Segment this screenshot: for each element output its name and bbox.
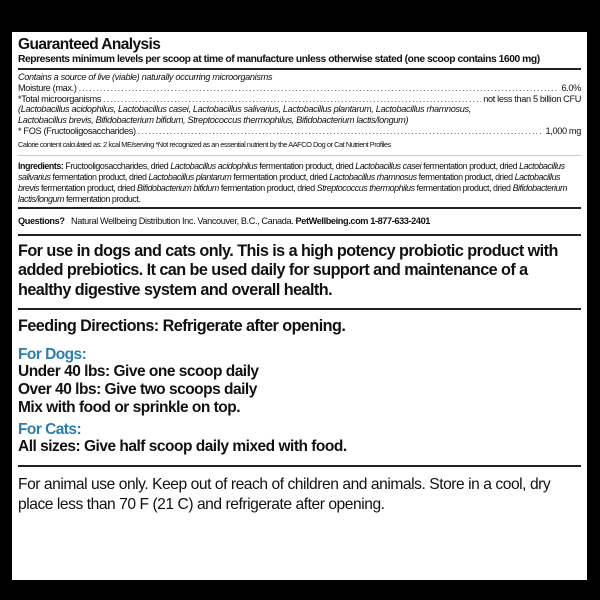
analysis-value: not less than 5 billion CFU (483, 93, 581, 104)
ingredient-text: fermentation product, dried (50, 171, 149, 182)
ingredient-species-name: Lactobacillus rhamnosus (329, 171, 417, 182)
dogs-heading: For Dogs: (18, 346, 87, 364)
product-description: For use in dogs and cats only. This is a high potency probiotic product with added prebiotics. It can be used daily for support and maintenance of a healthy digestive system and overall health. (18, 241, 558, 299)
ingredient-text: fermentation product. (63, 193, 141, 204)
ingredient-text: fermentation product, dried (421, 160, 520, 171)
dot-leader (138, 126, 544, 137)
ingredient-species-name: Lactobacillus acidophilus (170, 160, 258, 171)
ingredient-text: fermentation product, dried (218, 182, 317, 193)
analysis-label: *Total microorganisms (18, 93, 102, 104)
company-info: Natural Wellbeing Distribution Inc. Vancouver, B.C., Canada. (71, 215, 294, 226)
ingredient-text: fermentation product, dried (231, 171, 330, 182)
organism-list-line-1: (Lactobacillus acidophilus, Lactobacillus casei, Lactobacillus salivarius, Lactobacillus plantarum, Lactobacillus rhamnosus, (18, 104, 471, 115)
microorganism-intro: Contains a source of live (viable) naturally occurring microorganisms (18, 72, 273, 82)
product-label-panel (12, 32, 587, 580)
analysis-row-fos (18, 126, 581, 137)
ingredient-species-name: Lactobacillus plantarum (148, 171, 232, 182)
feeding-cats-section (18, 421, 581, 456)
dot-leader (79, 83, 560, 94)
ingredient-species-name: Lactobacillus brevis (18, 171, 561, 193)
analysis-row-total-microorganisms (18, 94, 581, 105)
organism-list-line-2: Lactobacillus brevis, Bifidobacterium bifidum, Streptococcus thermophilus, Bifidobacterium lactis/longum) (18, 115, 409, 126)
ingredients-text (18, 161, 567, 204)
analysis-label: * FOS (Fructooligosaccharides) (18, 125, 136, 136)
dogs-instruction: Over 40 lbs: Give two scoops daily (18, 381, 257, 399)
ingredient-species-name: Lactobacillus casei (355, 160, 422, 171)
guaranteed-analysis-subtitle: Represents minimum levels per scoop at time of manufacture unless otherwise stated (one scoop contains 1600 mg) (18, 54, 540, 65)
ingredient-text: fermentation product, dried (416, 171, 515, 182)
dogs-instruction: Under 40 lbs: Give one scoop daily (18, 363, 259, 381)
analysis-value: 1,000 mg (545, 125, 581, 136)
ingredient-species-name: Streptococcus thermophilus (316, 182, 415, 193)
ingredient-species-name: Bifidobacterium bifidum (136, 182, 219, 193)
phone-number: 1-877-633-2401 (370, 215, 431, 226)
questions-label: Questions? (18, 215, 65, 226)
ingredients-label: Ingredients: (18, 160, 64, 171)
analysis-label: Moisture (max.) (18, 82, 77, 93)
guaranteed-analysis-title: Guaranteed Analysis (18, 36, 161, 53)
ingredient-species-name: Bifidobacterium lactis/longum (18, 182, 567, 204)
storage-warning: For animal use only. Keep out of reach of children and animals. Store in a cool, dry place less than 70 F (21 C) and refrigerate after opening. (18, 476, 551, 514)
feeding-directions-title: Feeding Directions: Refrigerate after opening. (18, 317, 346, 336)
website-link[interactable]: PetWellbeing.com (295, 215, 369, 226)
calorie-note: Calorie content calculated as: 2 kcal ME/serving *Not recognized as an essential nutrient by the AAFCO Dog or Cat Nutrient Profiles (18, 139, 391, 149)
cats-instruction: All sizes: Give half scoop daily mixed with food. (18, 438, 347, 456)
analysis-row-moisture (18, 83, 581, 94)
ingredients-block (18, 156, 581, 207)
ingredient-text: fermentation product, dried (257, 160, 356, 171)
questions-block (18, 209, 581, 234)
analysis-value: 6.0% (561, 82, 581, 93)
ingredient-text: fermentation product, dried (38, 182, 137, 193)
cats-heading: For Cats: (18, 421, 82, 439)
ingredient-text: Fructooligosaccharides, dried (63, 160, 171, 171)
ingredient-text: fermentation product, dried (414, 182, 513, 193)
guaranteed-analysis-body (18, 70, 581, 155)
dot-leader (103, 94, 481, 105)
feeding-dogs-section (18, 346, 581, 417)
ingredient-species-name: Lactobacillus salivarius (18, 160, 565, 182)
dogs-instruction: Mix with food or sprinkle on top. (18, 399, 241, 417)
